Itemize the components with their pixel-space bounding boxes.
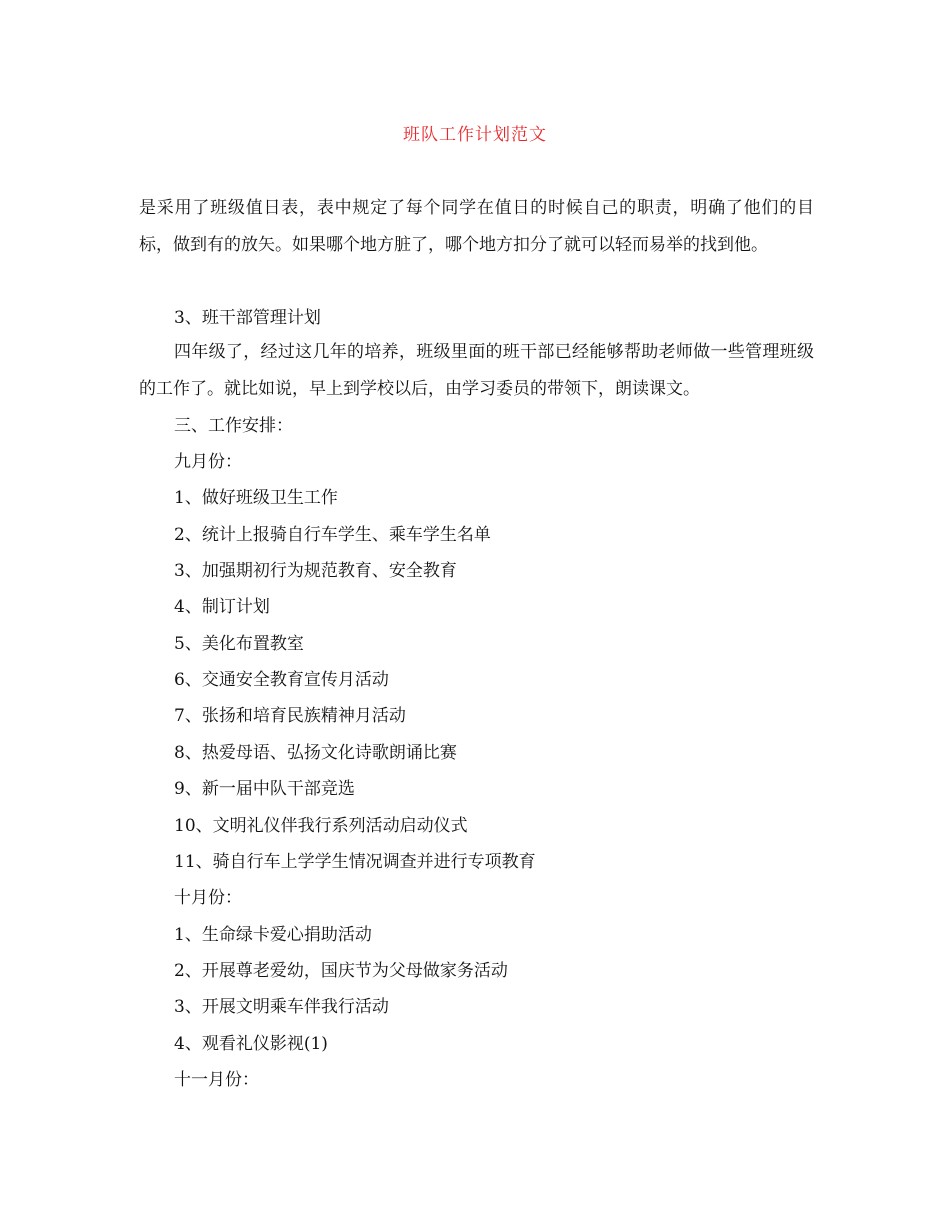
month-label-october: 十月份： (174, 888, 242, 908)
list-item: 4、观看礼仪影视(1) (174, 1034, 328, 1054)
month-label-september: 九月份： (174, 452, 242, 472)
list-item: 4、制订计划 (174, 597, 270, 617)
paragraph-duty-roster: 是采用了班级值日表，表中规定了每个同学在值日的时候自己的职责，明确了他们的目标，做到有的放矢。如果哪个地方脏了，哪个地方扣分了就可以轻而易举的找到他。 (139, 198, 814, 255)
list-item: 1、做好班级卫生工作 (174, 488, 338, 508)
list-item: 10、文明礼仪伴我行系列活动启动仪式 (174, 816, 468, 836)
list-item: 11、骑自行车上学学生情况调查并进行专项教育 (174, 852, 536, 872)
document-title: 班队工作计划范文 (403, 125, 547, 145)
list-item: 2、开展尊老爱幼，国庆节为父母做家务活动 (174, 961, 508, 981)
list-item: 8、热爱母语、弘扬文化诗歌朗诵比赛 (174, 743, 457, 763)
paragraph-class-cadre: 四年级了，经过这几年的培养，班级里面的班干部已经能够帮助老师做一些管理班级的工作了。就比如说，早上到学校以后，由学习委员的带领下，朗读课文。 (139, 342, 814, 399)
list-item: 6、交通安全教育宣传月活动 (174, 670, 389, 690)
list-item: 7、张扬和培育民族精神月活动 (174, 706, 406, 726)
list-item: 2、统计上报骑自行车学生、乘车学生名单 (174, 525, 491, 545)
list-item: 3、加强期初行为规范教育、安全教育 (174, 561, 457, 581)
month-label-november: 十一月份： (174, 1070, 259, 1090)
heading-class-cadre-plan: 3、班干部管理计划 (174, 308, 321, 328)
section-work-arrangement: 三、工作安排： (174, 416, 293, 436)
list-item: 9、新一届中队干部竞选 (174, 779, 355, 799)
list-item: 3、开展文明乘车伴我行活动 (174, 997, 389, 1017)
list-item: 5、美化布置教室 (174, 634, 304, 654)
list-item: 1、生命绿卡爱心捐助活动 (174, 925, 372, 945)
